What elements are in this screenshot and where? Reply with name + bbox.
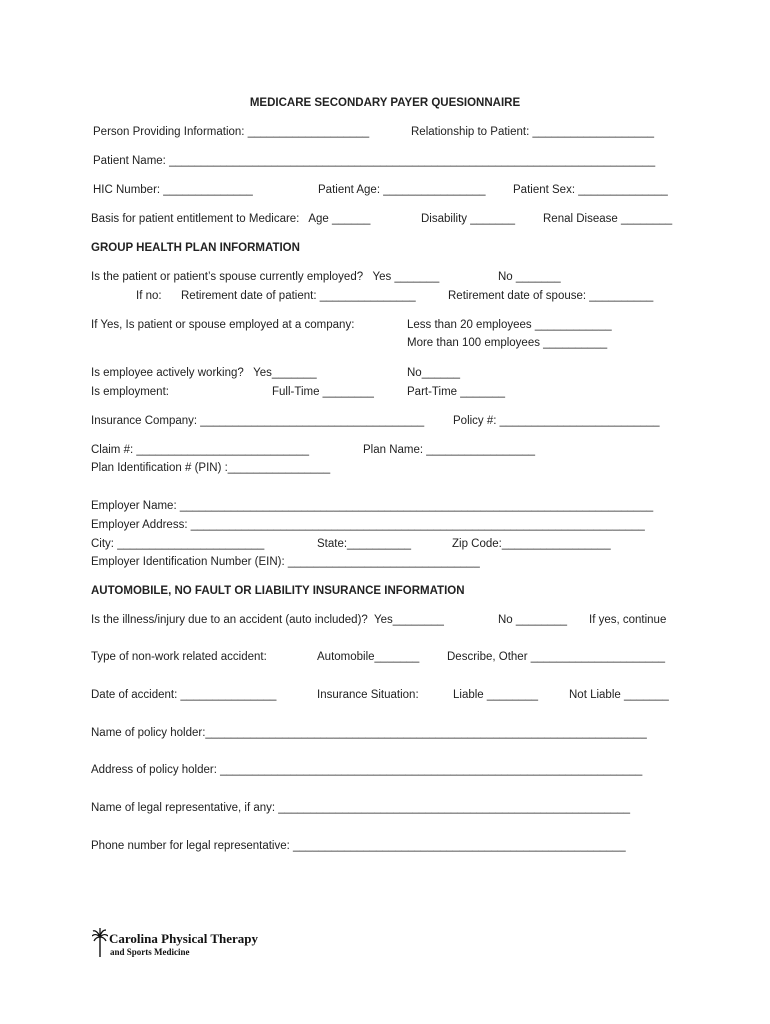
disability-field[interactable]: Disability _______ xyxy=(421,213,515,225)
company-question: If Yes, Is patient or spouse employed at a company: xyxy=(91,319,355,331)
relationship-field[interactable]: Relationship to Patient: ___________________ xyxy=(411,126,654,138)
accident-date-field[interactable]: Date of accident: _______________ xyxy=(91,689,277,701)
more-than-100-field[interactable]: More than 100 employees __________ xyxy=(407,337,608,349)
policy-holder-name-field[interactable]: Name of policy holder:_____________________________________________________________________ xyxy=(91,727,647,739)
legal-rep-phone-field[interactable]: Phone number for legal representative: ____________________________________________________ xyxy=(91,840,626,852)
part-time-field[interactable]: Part-Time _______ xyxy=(407,386,506,398)
plan-name-field[interactable]: Plan Name: _________________ xyxy=(363,444,536,456)
describe-other-field[interactable]: Describe, Other _____________________ xyxy=(447,651,666,663)
if-yes-label: If yes, continue xyxy=(589,614,667,626)
less-than-20-field[interactable]: Less than 20 employees ____________ xyxy=(407,319,612,331)
full-time-field[interactable]: Full-Time ________ xyxy=(272,386,374,398)
employment-label: Is employment: xyxy=(91,386,169,398)
liable-field[interactable]: Liable ________ xyxy=(453,689,539,701)
policy-holder-address-field[interactable]: Address of policy holder: __________________________________________________________________ xyxy=(91,764,643,776)
patient-sex-field[interactable]: Patient Sex: ______________ xyxy=(513,184,668,196)
if-no-label: If no: xyxy=(136,290,162,302)
hic-number-field[interactable]: HIC Number: ______________ xyxy=(93,184,253,196)
person-providing-field[interactable]: Person Providing Information: ___________________ xyxy=(93,126,370,138)
automobile-field[interactable]: Automobile_______ xyxy=(317,651,420,663)
legal-rep-field[interactable]: Name of legal representative, if any: _______________________________________________________ xyxy=(91,802,631,814)
not-liable-field[interactable]: Not Liable _______ xyxy=(569,689,669,701)
palmetto-tree-icon xyxy=(92,928,108,958)
patient-name-field[interactable]: Patient Name: ____________________________________________________________________________ xyxy=(93,155,656,167)
insurance-situation-label: Insurance Situation: xyxy=(317,689,419,701)
accident-question[interactable]: Is the illness/injury due to an accident (auto included)? Yes________ xyxy=(91,614,444,626)
group-health-heading: GROUP HEALTH PLAN INFORMATION xyxy=(91,242,300,254)
renal-disease-field[interactable]: Renal Disease ________ xyxy=(543,213,673,225)
employer-name-field[interactable]: Employer Name: __________________________________________________________________________ xyxy=(91,500,654,512)
accident-no-field[interactable]: No ________ xyxy=(498,614,568,626)
active-no-field[interactable]: No______ xyxy=(407,367,461,379)
logo-subtitle: and Sports Medicine xyxy=(110,947,190,957)
state-field[interactable]: State:__________ xyxy=(317,538,412,550)
company-logo xyxy=(92,928,282,960)
retirement-spouse-field[interactable]: Retirement date of spouse: __________ xyxy=(448,290,654,302)
city-field[interactable]: City: _______________________ xyxy=(91,538,265,550)
basis-age-field[interactable]: Basis for patient entitlement to Medicare: Age ______ xyxy=(91,213,371,225)
retirement-patient-field[interactable]: Retirement date of patient: _______________ xyxy=(181,290,416,302)
logo-name: Carolina Physical Therapy xyxy=(109,931,259,946)
employer-address-field[interactable]: Employer Address: _______________________________________________________________________ xyxy=(91,519,645,531)
form-title: MEDICARE SECONDARY PAYER QUESIONNAIRE xyxy=(249,97,521,109)
plan-id-field[interactable]: Plan Identification # (PIN) :________________ xyxy=(91,462,331,474)
claim-number-field[interactable]: Claim #: ___________________________ xyxy=(91,444,310,456)
employed-question[interactable]: Is the patient or patient’s spouse currently employed? Yes _______ xyxy=(91,271,440,283)
policy-number-field[interactable]: Policy #: _________________________ xyxy=(453,415,660,427)
insurance-company-field[interactable]: Insurance Company: ___________________________________ xyxy=(91,415,425,427)
accident-type-label: Type of non-work related accident: xyxy=(91,651,267,663)
active-working-question[interactable]: Is employee actively working? Yes_______ xyxy=(91,367,317,379)
automobile-heading: AUTOMOBILE, NO FAULT OR LIABILITY INSURANCE INFORMATION xyxy=(91,585,465,597)
patient-age-field[interactable]: Patient Age: ________________ xyxy=(318,184,486,196)
zip-field[interactable]: Zip Code:_________________ xyxy=(452,538,611,550)
employed-no-field[interactable]: No _______ xyxy=(498,271,561,283)
ein-field[interactable]: Employer Identification Number (EIN): ______________________________ xyxy=(91,556,480,568)
